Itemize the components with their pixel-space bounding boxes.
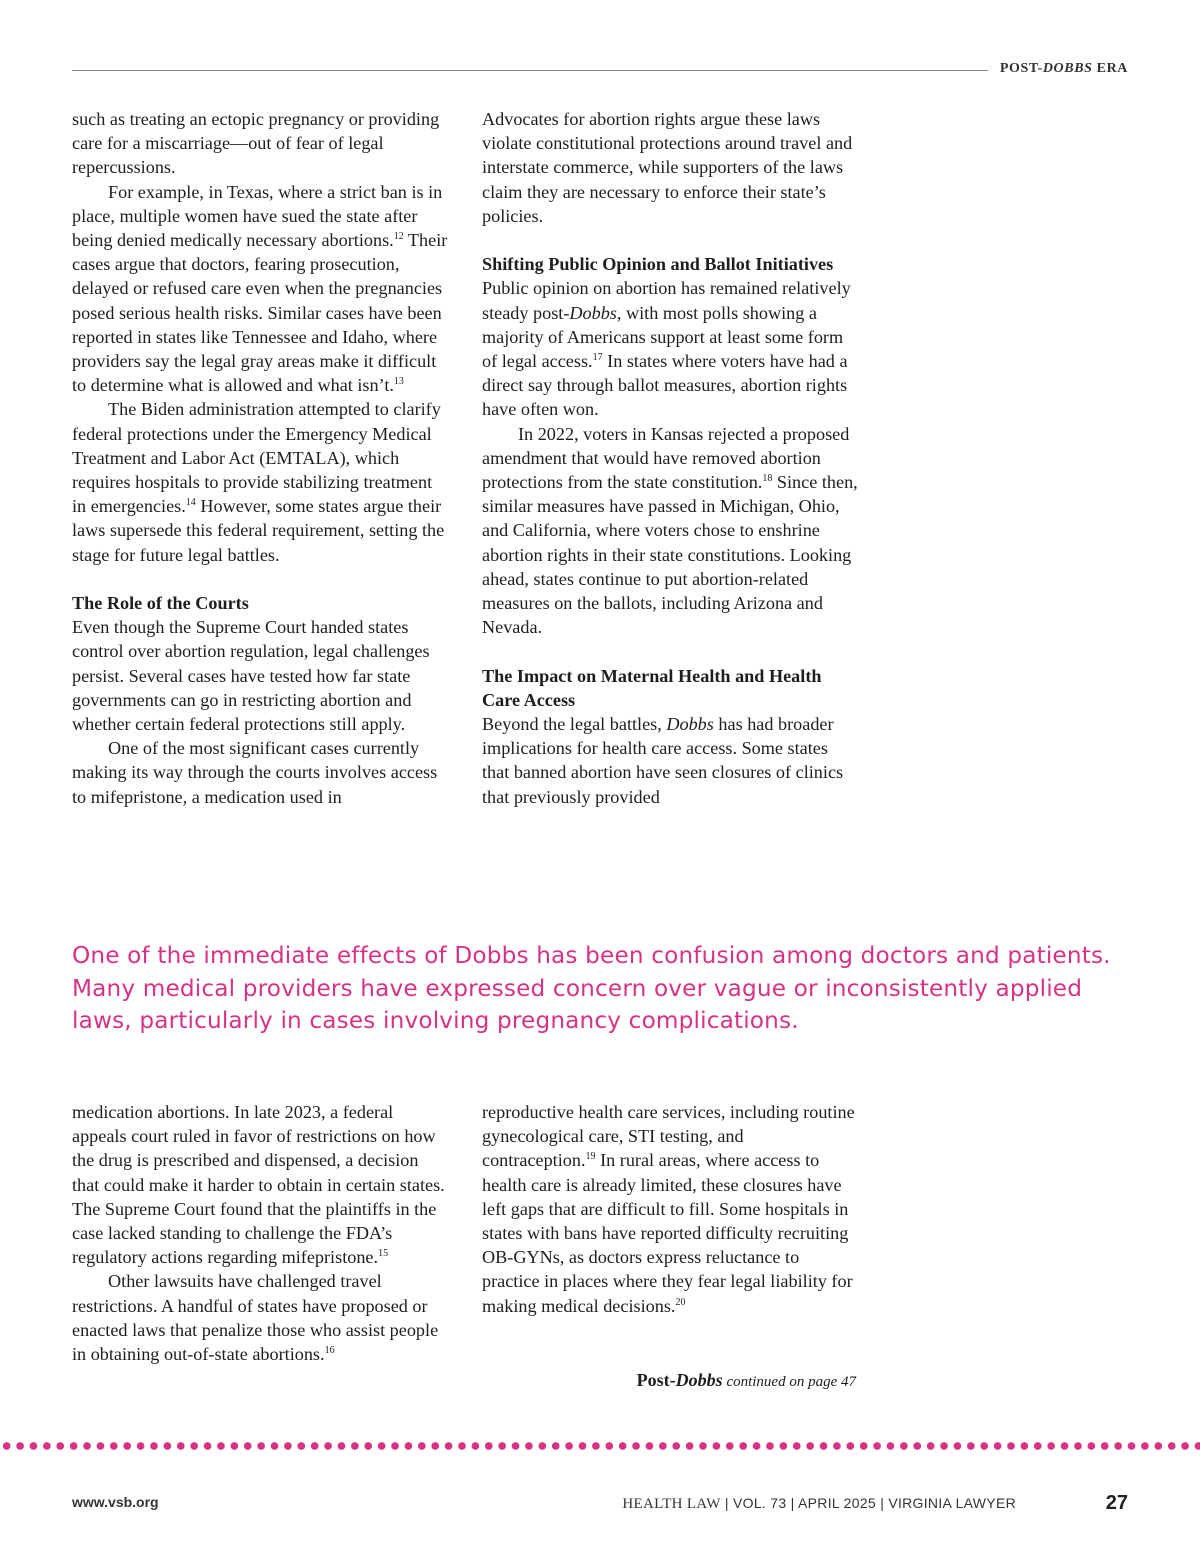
paragraph: In 2022, voters in Kansas rejected a proposed amendment that would have removed abortion protections from the state constitution.$^{18}$ Since then, similar measures have passed in Michigan, Ohio, and California, where voters chose to enshrine abortion rights in their state constitutions. Looking ahead, states continue to put abortion-related measures on the ballots, including Arizona and Nevada. bbox=[482, 423, 858, 638]
footer-publication: HEALTH LAW | VOL. 73 | APRIL 2025 | VIRGINIA LAWYER bbox=[622, 1495, 1016, 1512]
footnote-ref: 19 bbox=[585, 1151, 596, 1163]
footnote-ref: 18 bbox=[762, 473, 773, 485]
paragraph: medication abortions. In late 2023, a federal appeals court ruled in favor of restrictions on how the drug is prescribed and dispensed, a decision that could make it harder to obtain in certain states. The Supreme Court found that the plaintiffs in the case lacked standing to challenge the FDA’s regulatory actions regarding mifepristone.$^{15}$ bbox=[72, 1102, 445, 1268]
footnote-ref: 16 bbox=[324, 1345, 335, 1357]
column-2 bbox=[482, 107, 858, 809]
footnote-ref: 20 bbox=[675, 1296, 686, 1308]
dotted-divider bbox=[0, 1440, 1200, 1452]
paragraph: One of the most significant cases currently making its way through the courts involves access to mifepristone, a medication used in bbox=[72, 738, 438, 807]
footnote-ref: 12 bbox=[393, 231, 404, 243]
paragraph: The Biden administration attempted to clarify federal protections under the Emergency Medical Treatment and Labor Act (EMTALA), which requires hospitals to provide stabilizing treatment in emergencies.$^{14}$ However, some states argue their laws supersede this federal requirement, setting the stage for future legal battles. bbox=[72, 399, 445, 565]
footnote-ref: 13 bbox=[393, 376, 404, 388]
column-1 bbox=[72, 107, 448, 809]
paragraph: Even though the Supreme Court handed states control over abortion regulation, legal challenges persist. Several cases have tested how far state governments can go in restricting abortion and whether certain federal protections still apply. bbox=[72, 617, 430, 735]
section-heading: Shifting Public Opinion and Ballot Initiatives bbox=[482, 254, 834, 275]
running-head: POST-DOBBS ERA bbox=[999, 61, 1128, 76]
header-rule bbox=[72, 70, 988, 71]
section-heading: The Impact on Maternal Health and Health Care Access bbox=[482, 665, 822, 710]
paragraph: Other lawsuits have challenged travel restrictions. A handful of states have proposed or enacted laws that penalize those who assist people in obtaining out-of-state abortions.$^{16}$ bbox=[72, 1271, 439, 1365]
paragraph: Beyond the legal battles, Dobbs has had broader implications for health care access. Some states that banned abortion have seen closures of clinics that previously provided bbox=[482, 714, 844, 807]
footnote-ref: 14 bbox=[185, 497, 196, 509]
column-4 bbox=[482, 1100, 858, 1318]
footnote-ref: 15 bbox=[378, 1248, 389, 1260]
column-3 bbox=[72, 1100, 448, 1366]
footer-url: www.vsb.org bbox=[72, 1494, 159, 1510]
paragraph: reproductive health care services, including routine gynecological care, STI testing, and contraception.$^{19}$ In rural areas, where access to health care is already limited, these closures have left gaps that are difficult to fill. Some hospitals in states with bans have reported difficulty recruiting OB-GYNs, as doctors express reluctance to practice in places where they fear legal liability for making medical decisions.$^{20}$ bbox=[482, 1102, 855, 1316]
paragraph: For example, in Texas, where a strict ban is in place, multiple women have sued the state after being denied medically necessary abortions.$^{12}$ Their cases argue that doctors, fearing prosecution, delayed or refused care even when the pregnancies posed serious health risks. Similar cases have been reported in states like Tennessee and Idaho, where providers say the legal gray areas make it difficult to determine what is allowed and what isn’t.$^{13}$ bbox=[72, 181, 448, 396]
paragraph: Public opinion on abortion has remained relatively steady post-Dobbs, with most polls showing a majority of Americans support at least some form of legal access.$^{17}$ In states where voters have had a direct say through ballot measures, abortion rights have often won. bbox=[482, 278, 851, 420]
footnote-ref: 17 bbox=[592, 352, 603, 364]
continued-note: Post-Dobbs continued on page 47 bbox=[636, 1370, 856, 1390]
pull-quote: One of the immediate effects of Dobbs has been confusion among doctors and patients. Many medical providers have expressed concern over vague or inconsistently applied laws, particularly in cases involving pregnancy complications. bbox=[72, 942, 1111, 1034]
section-heading: The Role of the Courts bbox=[72, 593, 249, 614]
page-number: 27 bbox=[1105, 1492, 1128, 1514]
paragraph: Advocates for abortion rights argue these laws violate constitutional protections around travel and interstate commerce, while supporters of the laws claim they are necessary to enforce their state’s policies. bbox=[482, 109, 853, 226]
paragraph: such as treating an ectopic pregnancy or providing care for a miscarriage—out of fear of legal repercussions. bbox=[72, 109, 440, 178]
